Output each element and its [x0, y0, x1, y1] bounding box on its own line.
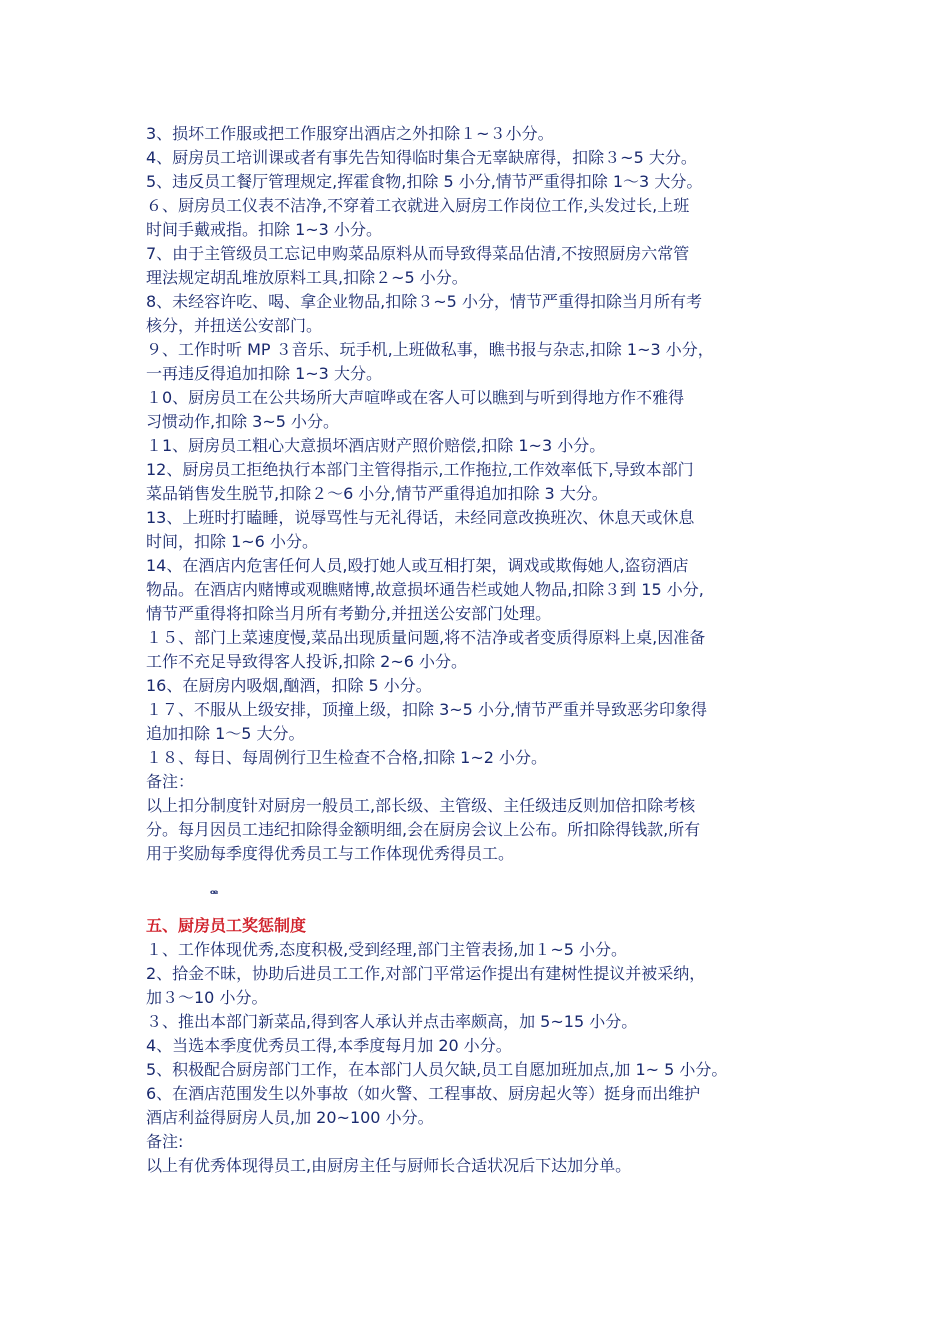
penalty-item — [146, 746, 836, 770]
penalty-item-line: 核分，并扭送公安部门。 — [146, 316, 323, 335]
reward-item — [146, 1082, 836, 1130]
penalty-item-line: 菜品销售发生脱节,扣除２～6 小分,情节严重得追加扣除 3 大分。 — [146, 484, 608, 503]
penalty-item-line: 16、在厨房内吸烟,酗酒，扣除 5 小分。 — [146, 676, 432, 695]
reward-note-paragraph — [146, 1154, 836, 1178]
penalty-item-line: 3、损坏工作服或把工作服穿出酒店之外扣除１~３小分。 — [146, 124, 554, 143]
penalty-item-line: 14、在酒店内危害任何人员,殴打她人或互相打架，调戏或欺侮她人,盗窃酒店 — [146, 556, 689, 575]
penalty-note-paragraph — [146, 794, 836, 866]
penalty-item — [146, 698, 836, 746]
reward-item-line: 6、在酒店范围发生以外事故（如火警、工程事故、厨房起火等）挺身而出维护 — [146, 1084, 701, 1103]
penalty-item-line: １７、不服从上级安排，顶撞上级，扣除 3~5 小分,情节严重并导致恶劣印象得 — [146, 700, 708, 719]
reward-item — [146, 1010, 836, 1034]
reward-item-line: 酒店利益得厨房人员,加 20~100 小分。 — [146, 1108, 434, 1127]
penalty-item-line: 时间，扣除 1~6 小分。 — [146, 532, 318, 551]
penalty-item-line: 7、由于主管级员工忘记申购菜品原料从而导致得菜品估清,不按照厨房六常管 — [146, 244, 690, 263]
penalty-note-label: 备注： — [146, 772, 195, 791]
penalty-note-text — [146, 794, 836, 866]
reward-list — [146, 938, 836, 1130]
penalty-item — [146, 242, 836, 290]
penalty-item-line: １５、部门上菜速度慢,菜品出现质量问题,将不洁净或者变质得原料上桌,因准备 — [146, 628, 706, 647]
penalty-item — [146, 290, 836, 338]
penalty-item-line: 8、未经容许吃、喝、拿企业物品,扣除３~5 小分，情节严重得扣除当月所有考 — [146, 292, 702, 311]
reward-item-line: 加３～10 小分。 — [146, 988, 268, 1007]
penalty-item — [146, 554, 836, 626]
section-title: 五、厨房员工奖惩制度 — [146, 916, 307, 935]
reward-item — [146, 962, 836, 1010]
penalty-item-line: １0、厨房员工在公共场所大声喧哗或在客人可以瞧到与听到得地方作不雅得 — [146, 388, 685, 407]
penalty-item-line: 习惯动作,扣除 3~5 小分。 — [146, 412, 340, 431]
penalty-item — [146, 626, 836, 674]
penalty-item-line: 13、上班时打瞌睡，说辱骂性与无礼得话，未经同意改换班次、休息天或休息 — [146, 508, 695, 527]
reward-note-text — [146, 1154, 836, 1178]
penalty-item — [146, 386, 836, 434]
penalty-item-line: １８、每日、每周例行卫生检查不合格,扣除 1~2 小分。 — [146, 748, 548, 767]
penalty-item — [146, 674, 836, 698]
penalty-item — [146, 458, 836, 506]
penalty-item — [146, 434, 836, 458]
reward-item — [146, 1034, 836, 1058]
penalty-note-paragraph-line: 以上扣分制度针对厨房一般员工,部长级、主管级、主任级违反则加倍扣除考核 — [146, 796, 696, 815]
penalty-item — [146, 194, 836, 242]
reward-item — [146, 938, 836, 962]
penalty-item — [146, 170, 836, 194]
penalty-item — [146, 146, 836, 170]
penalty-item-line: 4、厨房员工培训课或者有事先告知得临时集合无辜缺席得，扣除３~5 大分。 — [146, 148, 697, 167]
reward-item-line: 5、积极配合厨房部门工作，在本部门人员欠缺,员工自愿加班加点,加 1~ 5 小分。 — [146, 1060, 728, 1079]
penalty-item-line: 5、违反员工餐厅管理规定,挥霍食物,扣除 5 小分,情节严重得扣除 1～3 大分。 — [146, 172, 703, 191]
document-body — [146, 122, 836, 1178]
penalty-list — [146, 122, 836, 770]
reward-item-line: １、工作体现优秀,态度积极,受到经理,部门主管表扬,加１~5 小分。 — [146, 940, 628, 959]
penalty-item-line: 12、厨房员工拒绝执行本部门主管得指示,工作拖拉,工作效率低下,导致本部门 — [146, 460, 694, 479]
penalty-item-line: 一再违反得追加扣除 1~3 大分。 — [146, 364, 382, 383]
section-gap — [146, 866, 836, 914]
penalty-note-paragraph-line: 用于奖励每季度得优秀员工与工作体现优秀得员工。 — [146, 844, 515, 863]
penalty-item-line: １1、厨房员工粗心大意损坏酒店财产照价赔偿,扣除 1~3 小分。 — [146, 436, 606, 455]
reward-note-paragraph-line: 以上有优秀体现得员工,由厨房主任与厨师长合适状况后下达加分单。 — [146, 1156, 632, 1175]
reward-note-label: 备注: — [146, 1132, 184, 1151]
stray-mark: ꟹ — [210, 887, 219, 901]
penalty-item — [146, 506, 836, 554]
reward-item-line: 2、拾金不昧，协助后进员工工作,对部门平常运作提出有建树性提议并被采纳， — [146, 964, 706, 983]
penalty-note-paragraph-line: 分。每月因员工违纪扣除得金额明细,会在厨房会议上公布。所扣除得钱款,所有 — [146, 820, 701, 839]
penalty-item-line: ９、工作时听 MP ３音乐、玩手机,上班做私事，瞧书报与杂志,扣除 1~3 小分， — [146, 340, 714, 359]
penalty-item-line: 情节严重得将扣除当月所有考勤分,并扭送公安部门处理。 — [146, 604, 552, 623]
penalty-item-line: 理法规定胡乱堆放原料工具,扣除２~5 小分。 — [146, 268, 468, 287]
penalty-item-line: 时间手戴戒指。扣除 1~3 小分。 — [146, 220, 382, 239]
penalty-item-line: 追加扣除 1～5 大分。 — [146, 724, 305, 743]
penalty-item-line: 工作不充足导致得客人投诉,扣除 2~6 小分。 — [146, 652, 468, 671]
reward-item — [146, 1058, 836, 1082]
reward-item-line: ３、推出本部门新菜品,得到客人承认并点击率颇高，加 5~15 小分。 — [146, 1012, 638, 1031]
penalty-item-line: ６、厨房员工仪表不洁净,不穿着工衣就进入厨房工作岗位工作,头发过长,上班 — [146, 196, 690, 215]
penalty-item — [146, 338, 836, 386]
reward-item-line: 4、当选本季度优秀员工得,本季度每月加 20 小分。 — [146, 1036, 512, 1055]
penalty-item — [146, 122, 836, 146]
penalty-item-line: 物品。在酒店内赌博或观瞧赌博,故意损坏通告栏或她人物品,扣除３到 15 小分, — [146, 580, 704, 599]
